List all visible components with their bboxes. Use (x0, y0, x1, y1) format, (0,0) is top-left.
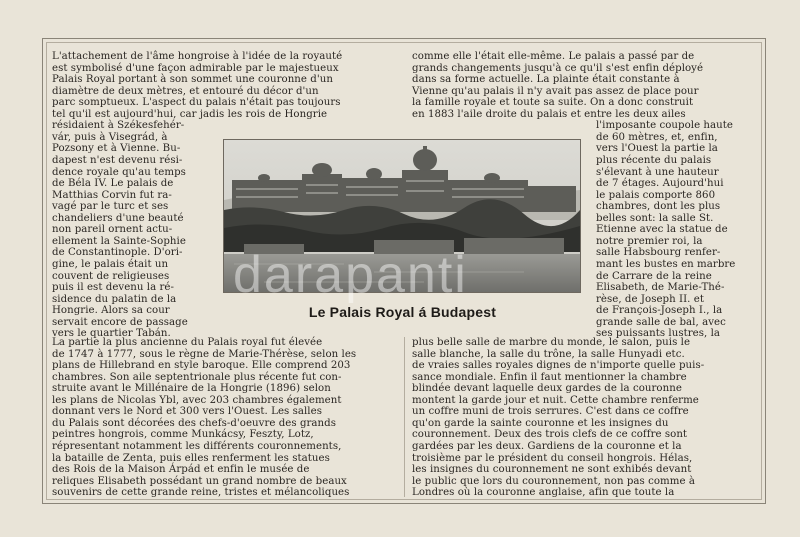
text-line: tel qu'il est aujourd'hui, car jadis les rois de Hongrie (52, 108, 328, 120)
text-line: les insignes du couronnement ne sont exhibés devant (412, 464, 692, 476)
text-line: Pozsony et à Vienne. Bu- (52, 143, 181, 155)
text-line: L'attachement de l'âme hongroise à l'idée de la royauté (52, 51, 343, 62)
text-line: dapest n'est devenu rési- (52, 155, 183, 166)
text-line: notre premier roi, la (596, 235, 703, 247)
text-line: diamètre de deux mètres, et entouré du décor d'un (52, 85, 319, 97)
text-line: chandeliers d'une beauté (52, 212, 184, 224)
text-line: blindée devant laquelle deux gardes de la couronne (412, 383, 682, 395)
text-line: Matthias Corvin fut ra- (52, 189, 172, 201)
text-line: qu'on garde la sainte couronne et les insignes du (412, 417, 669, 429)
text-line: donnant vers le Nord et 300 vers l'Ouest. Les salles (52, 406, 322, 418)
text-line: plus belle salle de marbre du monde, le salon, puis le (412, 337, 691, 348)
text-line: belles sont: la salle St. (596, 212, 714, 224)
text-line: l'imposante coupole haute (596, 120, 734, 132)
text-line: du Palais sont décorées des chefs-d'oeuvre des grands (52, 417, 337, 429)
text-line: Etienne avec la statue de (596, 224, 728, 236)
text-line: plans de Hillebrand en style baroque. Elle comprend 203 (52, 360, 351, 372)
text-line: les plans de Nicolas Ybl, avec 203 chambres également (52, 394, 342, 406)
text-line: un coffre muni de trois serrures. C'est dans ce coffre (412, 406, 689, 418)
text-line: vers le quartier Tabán. (52, 328, 171, 340)
text-line: montent la garde jour et nuit. Cette chambre renferme (412, 394, 699, 406)
text-line: grands changements jusqu'à ce qu'il s'est enfin déployé (412, 62, 704, 74)
text-line: en 1883 l'aile droite du palais et entre les deux ailes (412, 108, 686, 120)
text-line: rèse, de Joseph II. et (596, 293, 704, 305)
text-line: de Béla IV. Le palais de (52, 178, 174, 190)
text-line: parc somptueux. L'aspect du palais n'était pas toujours (52, 97, 341, 109)
text-line: sance mondiale. Enfin il faut mentionner la chambre (412, 371, 687, 383)
text-line: couronnement. Deux des trois clefs de ce coffre sont (412, 429, 688, 441)
text-line: La partie la plus ancienne du Palais royal fut élevée (52, 337, 323, 348)
text-line: de Carrare de la reine (596, 270, 712, 282)
text-line: résidaient à Székesfehér- (52, 120, 185, 132)
text-line: le public que lors du couronnement, non pas comme à (412, 475, 695, 487)
text-line: répresentant notamment les différents couronnements, (52, 440, 342, 452)
text-line: des Rois de la Maison Árpád et enfin le musée de (52, 464, 310, 476)
text-line: troisième par le président du conseil hongrois. Hélas, (412, 452, 693, 464)
text-line: vár, puis à Visegrád, à (52, 131, 168, 143)
column-divider (404, 337, 405, 497)
text-line: de 1747 à 1777, sous le règne de Marie-Thérèse, selon les (52, 348, 357, 360)
text-line: chambres, dont les plus (596, 201, 721, 213)
text-line: chambres. Son aile septentrionale plus récente fut con- (52, 371, 342, 383)
text-line: sidence du palatin de la (52, 293, 177, 305)
text-line: mant les bustes en marbre (596, 258, 736, 270)
text-line: servait encore de passage (52, 316, 188, 328)
text-line: ellement la Sainte-Sophie (52, 235, 186, 247)
text-line: Londres où la couronne anglaise, afin que toute la (412, 487, 675, 499)
text-line: plus récente du palais (596, 155, 712, 166)
text-line: de Constantinople. D'ori- (52, 247, 183, 259)
text-line: dans sa forme actuelle. La plainte était constante à (412, 74, 680, 86)
text-line: la famille royale et toute sa suite. On a donc construit (412, 97, 694, 109)
text-line: ses puissants lustres, la (596, 328, 721, 340)
text-line: grande salle de bal, avec (596, 316, 726, 328)
text-line: de 7 étages. Aujourd'hui (596, 178, 724, 190)
text-line: le palais comporte 860 (596, 189, 716, 201)
text-line: gardées par les deux. Gardiens de la couronne et la (412, 440, 682, 452)
text-line: non pareil ornent actu- (52, 224, 173, 236)
text-line: salle blanche, la salle du trône, la salle Hunyadi etc. (412, 348, 685, 360)
text-line: reliques Elisabeth possédant un grand nombre de beaux (52, 475, 347, 487)
text-line: s'élevant à une hauteur (596, 166, 719, 178)
text-line: Vienne qu'au palais il n'y avait pas assez de place pour (412, 85, 699, 97)
text-line: la bataille de Zenta, puis elles renferment les statues (52, 452, 330, 464)
text-line: vers l'Ouest la partie la (596, 143, 718, 155)
text-line: souvenirs de cette grande reine, tristes et mélancoliques (52, 487, 350, 499)
text-line: Elisabeth, de Marie-Thé- (596, 282, 725, 293)
text-line: comme elle l'était elle-même. Le palais a passé par de (412, 51, 695, 62)
text-line: de 60 mètres, et, enfin, (596, 131, 718, 143)
text-line: couvent de religieuses (52, 270, 170, 282)
watermark-text: darapanti (233, 246, 468, 304)
text-line: gine, le palais était un (52, 258, 169, 270)
text-line: dence royale qu'au temps (52, 166, 186, 178)
text-line: struite avant le Millénaire de la Hongrie (1896) selon (52, 383, 331, 395)
text-line: de vraies salles royales dignes de n'importe quelle puis- (412, 360, 705, 372)
text-line: Palais Royal portant à son sommet une couronne d'un (52, 74, 333, 86)
photo-caption: Le Palais Royal á Budapest (308, 304, 497, 320)
text-line: de François-Joseph I., la (596, 305, 723, 317)
text-line: vagé par le turc et ses (52, 201, 169, 213)
text-line: peintres hongrois, comme Munkácsy, Feszty, Lotz, (52, 429, 314, 441)
text-line: salle Habsbourg renfer- (596, 247, 721, 259)
text-line: puis il est devenu la ré- (52, 282, 175, 293)
text-line: Hongrie. Alors sa cour (52, 305, 170, 317)
text-line: est symbolisé d'une façon admirable par le majestueux (52, 62, 339, 74)
